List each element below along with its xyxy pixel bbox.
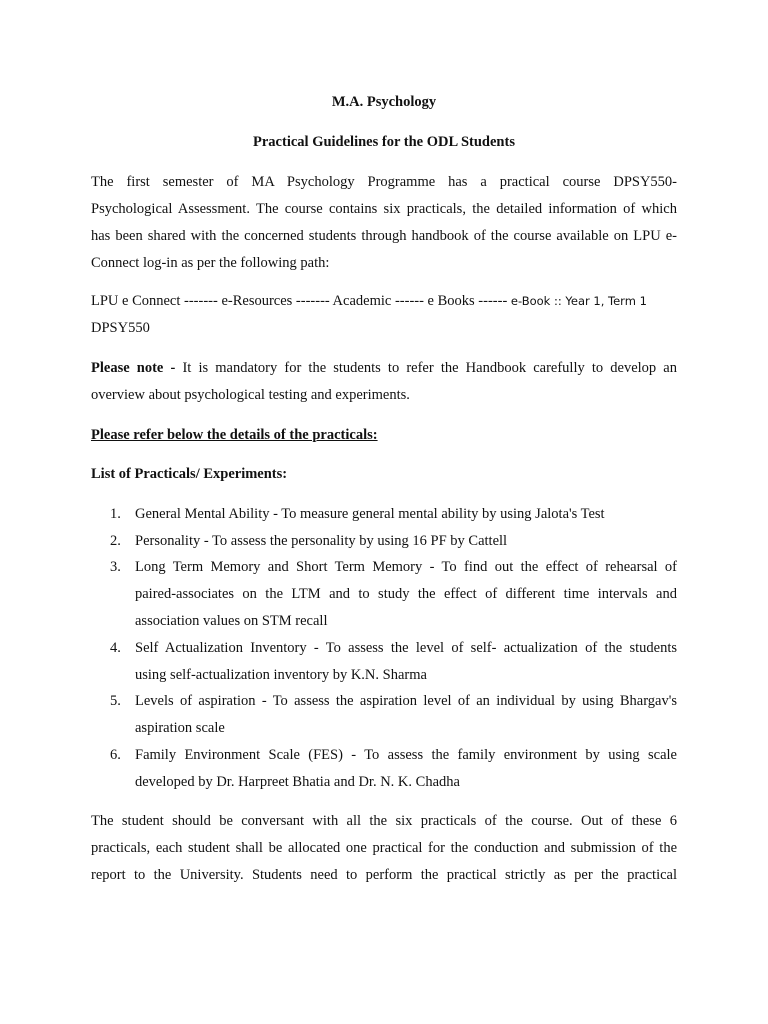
details-heading: Please refer below the details of the practicals:: [91, 427, 378, 443]
intro-line: has been shared with the concerned students through handbook of the course available on LPU e-: [91, 228, 677, 244]
list-item: paired-associates on the LTM and to study the effect of different time intervals and: [135, 586, 677, 602]
list-heading: List of Practicals/ Experiments:: [91, 466, 288, 482]
course-code: DPSY550: [91, 320, 150, 336]
list-item: Family Environment Scale (FES) - To assess the family environment by using scale: [135, 747, 677, 763]
list-number: 4.: [110, 640, 121, 656]
list-number: 5.: [110, 693, 121, 709]
page-title: M.A. Psychology: [331, 94, 437, 110]
list-item: Long Term Memory and Short Term Memory - To find out the effect of rehearsal of: [135, 559, 677, 575]
list-item: association values on STM recall: [135, 613, 328, 629]
list-item: using self-actualization inventory by K.N. Sharma: [135, 667, 427, 683]
list-number: 2.: [110, 533, 121, 549]
list-item: Personality - To assess the personality by using 16 PF by Cattell: [135, 533, 508, 549]
note-label: Please note -: [91, 360, 183, 376]
page-subtitle: Practical Guidelines for the ODL Students: [253, 134, 515, 150]
list-item: developed by Dr. Harpreet Bhatia and Dr. N. K. Chadha: [135, 774, 460, 790]
closing-line: practicals, each student shall be allocated one practical for the conduction and submission of the: [91, 840, 677, 856]
path-text: LPU e Connect ------- e-Resources ------- Academic ------ e Books ------: [91, 293, 511, 309]
intro-line: Connect log-in as per the following path:: [91, 255, 330, 271]
list-number: 6.: [110, 747, 121, 763]
closing-line: The student should be conversant with all the six practicals of the course. Out of these 6: [91, 813, 677, 829]
intro-line: The first semester of MA Psychology Programme has a practical course DPSY550-: [91, 174, 677, 190]
list-number: 3.: [110, 559, 121, 575]
list-item: Self Actualization Inventory - To assess the level of self- actualization of the students: [135, 640, 677, 656]
list-item: General Mental Ability - To measure general mental ability by using Jalota's Test: [135, 506, 605, 522]
path-line: [91, 292, 647, 310]
ebook-term: e-Book :: Year 1, Term 1: [510, 294, 647, 308]
intro-line: Psychological Assessment. The course contains six practicals, the detailed information of which: [91, 201, 677, 217]
note-line: overview about psychological testing and experiments.: [91, 387, 410, 403]
list-item: Levels of aspiration - To assess the aspiration level of an individual by using Bhargav's: [135, 693, 677, 709]
list-item: aspiration scale: [135, 720, 225, 736]
closing-line: report to the University. Students need to perform the practical strictly as per the practical: [91, 867, 677, 883]
note-line: [91, 359, 677, 377]
list-number: 1.: [110, 506, 121, 522]
note-text: It is mandatory for the students to refer the Handbook carefully to develop an: [182, 360, 677, 376]
